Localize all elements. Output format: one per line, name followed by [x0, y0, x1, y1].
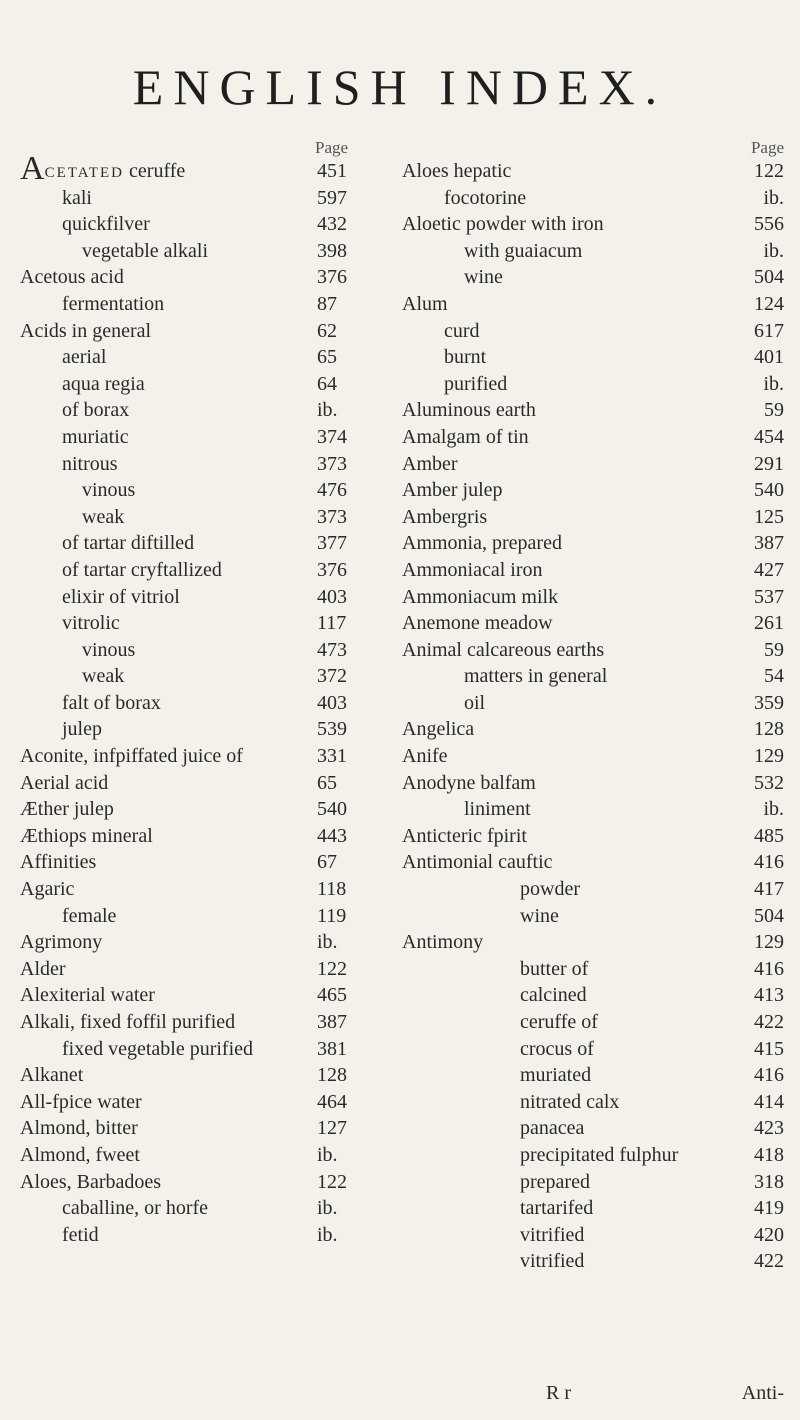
entry-page-number: 597 — [317, 186, 347, 209]
entry-page-number: 377 — [317, 532, 347, 555]
entry-term: aerial — [62, 346, 107, 369]
index-entry — [402, 185, 784, 212]
entry-page-number: 443 — [317, 824, 347, 847]
entry-term: precipitated fulphur — [520, 1143, 679, 1166]
index-entry — [402, 716, 784, 743]
entry-page-number: 464 — [317, 1090, 347, 1113]
entry-term: Antimonial cauftic — [402, 851, 553, 874]
index-entry — [20, 264, 400, 291]
entry-page-number: 65 — [317, 771, 337, 794]
entry-term: Anodyne balfam — [402, 771, 536, 794]
entry-term: Æthiops mineral — [20, 824, 153, 847]
index-entry — [402, 424, 784, 451]
entry-term: vitrolic — [62, 612, 120, 635]
index-entry — [402, 1089, 784, 1116]
index-entry — [402, 1169, 784, 1196]
index-entry — [402, 477, 784, 504]
entry-page-number: 318 — [754, 1170, 784, 1193]
index-entry — [20, 956, 400, 983]
entry-page-number: 432 — [317, 213, 347, 236]
entry-page-number: 127 — [317, 1117, 347, 1140]
index-entry — [402, 982, 784, 1009]
entry-term: muriatic — [62, 425, 129, 448]
entry-term: vinous — [82, 638, 136, 661]
entry-term: butter of — [520, 957, 589, 980]
entry-page-number: 485 — [754, 824, 784, 847]
entry-page-number: 64 — [317, 372, 337, 395]
entry-page-number: ib. — [763, 372, 784, 395]
entry-page-number: 387 — [754, 532, 784, 555]
entry-page-number: 59 — [764, 638, 784, 661]
entry-page-number: 532 — [754, 771, 784, 794]
entry-page-number: ib. — [763, 798, 784, 821]
entry-page-number: 539 — [317, 718, 347, 741]
entry-term: fixed vegetable purified — [62, 1037, 254, 1060]
entry-page-number: 415 — [754, 1037, 784, 1060]
index-entry — [20, 1062, 400, 1089]
entry-term: of tartar cryftallized — [62, 558, 222, 581]
page-column-header: Page — [315, 138, 349, 157]
index-entry — [20, 344, 400, 371]
entry-page-number: 374 — [317, 425, 347, 448]
entry-term: with guaiacum — [464, 239, 583, 262]
entry-term: panacea — [520, 1117, 585, 1140]
entry-page-number: 556 — [754, 213, 784, 236]
index-entry — [402, 903, 784, 930]
entry-page-number: 54 — [764, 665, 784, 688]
entry-list — [402, 158, 784, 1275]
entry-term: Angelica — [402, 718, 475, 741]
index-entry — [402, 1142, 784, 1169]
entry-term: of tartar diftilled — [62, 532, 195, 555]
entry-page-number: 617 — [754, 319, 784, 342]
entry-page-number: 381 — [317, 1037, 347, 1060]
entry-term: Aloes, Barbadoes — [20, 1170, 162, 1193]
entry-term: Aloes hepatic — [402, 160, 512, 182]
index-entry — [20, 903, 400, 930]
index-entry — [20, 770, 400, 797]
entry-term: matters in general — [464, 665, 608, 688]
entry-page-number: ib. — [317, 1197, 338, 1220]
entry-term: Amalgam of tin — [402, 425, 529, 448]
entry-term: prepared — [520, 1170, 590, 1193]
index-entry — [402, 849, 784, 876]
entry-page-number: 540 — [317, 798, 347, 821]
entry-page-number: 476 — [317, 479, 347, 502]
entry-page-number: 87 — [317, 292, 337, 315]
entry-page-number: 376 — [317, 266, 347, 289]
entry-page-number: 128 — [754, 718, 784, 741]
entry-term: ACETATED ceruffe — [20, 150, 186, 187]
entry-page-number: ib. — [763, 239, 784, 262]
entry-page-number: 125 — [754, 505, 784, 528]
entry-page-number: ib. — [317, 1223, 338, 1246]
index-entry — [402, 1115, 784, 1142]
entry-page-number: ib. — [317, 399, 338, 422]
signature-mark: R r — [546, 1382, 571, 1404]
index-entry — [20, 1222, 400, 1249]
index-entry — [402, 796, 784, 823]
index-entry — [20, 318, 400, 345]
entry-page-number: 413 — [754, 984, 784, 1007]
index-entry — [402, 610, 784, 637]
index-entry — [20, 504, 400, 531]
index-entry — [402, 451, 784, 478]
index-entry — [402, 158, 784, 185]
index-entry — [20, 823, 400, 850]
index-entry — [402, 397, 784, 424]
entry-page-number: 129 — [754, 931, 784, 954]
entry-page-number: ib. — [763, 186, 784, 209]
index-entry — [20, 185, 400, 212]
entry-term: Acids in general — [20, 319, 152, 342]
index-column-left — [20, 138, 400, 1248]
entry-page-number: 403 — [317, 691, 347, 714]
entry-term: Alkanet — [20, 1064, 84, 1087]
entry-page-number: 122 — [317, 957, 347, 980]
index-entry — [402, 690, 784, 717]
entry-page-number: 59 — [764, 399, 784, 422]
entry-term: powder — [520, 878, 580, 901]
entry-page-number: 129 — [754, 745, 784, 768]
index-entry — [20, 1089, 400, 1116]
index-entry — [20, 584, 400, 611]
entry-term: quickfilver — [62, 213, 150, 236]
entry-term: fermentation — [62, 292, 165, 315]
index-entry — [20, 1115, 400, 1142]
index-entry — [402, 557, 784, 584]
entry-term: fetid — [62, 1223, 99, 1246]
entry-term: burnt — [444, 346, 487, 369]
index-entry — [20, 451, 400, 478]
entry-term: vitrified — [520, 1223, 585, 1246]
entry-term: Alum — [402, 292, 448, 315]
entry-term: kali — [62, 186, 92, 209]
index-entry — [20, 663, 400, 690]
entry-term: Ammoniacum milk — [402, 585, 559, 608]
entry-term: Agaric — [20, 878, 75, 901]
entry-term: Amber — [402, 452, 458, 475]
index-entry — [402, 504, 784, 531]
entry-term: Almond, bitter — [20, 1117, 138, 1140]
index-entry — [402, 1062, 784, 1089]
entry-page-number: 427 — [754, 558, 784, 581]
index-entry — [402, 929, 784, 956]
index-entry — [402, 823, 784, 850]
entry-term: muriated — [520, 1064, 592, 1087]
index-entry — [20, 238, 400, 265]
entry-term: weak — [82, 505, 125, 528]
entry-page-number: 419 — [754, 1197, 784, 1220]
entry-page-number: 465 — [317, 984, 347, 1007]
entry-term: wine — [520, 904, 559, 927]
entry-page-number: 416 — [754, 957, 784, 980]
entry-page-number: ib. — [317, 1143, 338, 1166]
entry-term: female — [62, 904, 117, 927]
index-entry — [20, 371, 400, 398]
entry-page-number: 422 — [754, 1011, 784, 1033]
entry-term: Ammonia, prepared — [402, 532, 562, 555]
index-entry — [402, 663, 784, 690]
index-entry — [20, 610, 400, 637]
entry-page-number: 65 — [317, 346, 337, 369]
entry-term: Anife — [402, 745, 448, 768]
entry-page-number: 422 — [754, 1250, 784, 1273]
index-entry — [20, 424, 400, 451]
index-entry — [402, 956, 784, 983]
index-entry — [402, 876, 784, 903]
index-entry — [402, 743, 784, 770]
entry-page-number: 504 — [754, 904, 784, 927]
index-entry — [402, 637, 784, 664]
entry-page-number: 62 — [317, 319, 337, 342]
entry-term: vinous — [82, 479, 136, 502]
entry-page-number: 403 — [317, 585, 347, 608]
entry-term: weak — [82, 665, 125, 688]
entry-page-number: 540 — [754, 479, 784, 502]
entry-page-number: 331 — [317, 745, 347, 768]
index-entry — [20, 929, 400, 956]
entry-term: All-fpice water — [20, 1090, 142, 1113]
index-entry — [20, 1036, 400, 1063]
entry-page-number: 261 — [754, 612, 784, 635]
entry-term: Almond, fweet — [20, 1143, 140, 1166]
entry-term: nitrated calx — [520, 1090, 620, 1113]
entry-term: falt of borax — [62, 691, 161, 714]
entry-term: Agrimony — [20, 931, 103, 954]
entry-page-number: 398 — [317, 239, 347, 262]
entry-term: Anticteric fpirit — [402, 824, 527, 847]
entry-page-number: 119 — [317, 904, 347, 927]
entry-page-number: 387 — [317, 1011, 347, 1033]
index-entry — [20, 291, 400, 318]
entry-term: Æther julep — [20, 798, 114, 821]
index-entry — [402, 291, 784, 318]
entry-term: Aconite, infpiffated juice of — [20, 745, 243, 768]
entry-page-number: 537 — [754, 585, 784, 608]
entry-term: Aloetic powder with iron — [402, 213, 604, 236]
entry-page-number: 420 — [754, 1223, 784, 1246]
entry-page-number: 373 — [317, 505, 347, 528]
entry-page-number: ib. — [317, 931, 338, 954]
entry-page-number: 359 — [754, 691, 784, 714]
entry-term: Ammoniacal iron — [402, 558, 543, 581]
index-entry — [20, 211, 400, 238]
entry-term: nitrous — [62, 452, 118, 475]
index-entry — [402, 371, 784, 398]
entry-term: Affinities — [20, 851, 97, 874]
entry-term: Ambergris — [402, 505, 488, 528]
index-entry — [20, 150, 400, 187]
entry-term: liniment — [464, 798, 531, 821]
entry-page-number: 118 — [317, 878, 347, 901]
index-entry — [402, 530, 784, 557]
index-entry — [402, 318, 784, 345]
entry-term: Alder — [20, 957, 66, 980]
index-entry — [20, 637, 400, 664]
entry-term: focotorine — [444, 186, 527, 209]
index-entry — [402, 1248, 784, 1275]
entry-term: vegetable alkali — [82, 239, 209, 262]
entry-page-number: 122 — [754, 160, 784, 182]
index-entry — [20, 557, 400, 584]
entry-term: calcined — [520, 984, 587, 1007]
index-entry — [20, 1009, 400, 1036]
index-entry — [402, 238, 784, 265]
index-entry — [20, 716, 400, 743]
entry-term: Alkali, fixed foffil purified — [20, 1011, 236, 1033]
index-entry — [20, 690, 400, 717]
entry-term: crocus of — [520, 1037, 594, 1060]
index-entry — [402, 584, 784, 611]
entry-term: wine — [464, 266, 503, 289]
index-entry — [402, 1036, 784, 1063]
entry-term: Alexiterial water — [20, 984, 155, 1007]
entry-term: Aluminous earth — [402, 399, 536, 422]
entry-page-number: 454 — [754, 425, 784, 448]
index-entry — [402, 770, 784, 797]
index-column-right — [402, 138, 784, 1275]
entry-page-number: 122 — [317, 1170, 347, 1193]
entry-page-number: 417 — [754, 878, 784, 901]
entry-page-number: 117 — [317, 612, 347, 635]
entry-term: Acetous acid — [20, 266, 124, 289]
entry-term: oil — [464, 691, 486, 714]
entry-page-number: 473 — [317, 638, 347, 661]
index-entry — [20, 796, 400, 823]
index-entry — [20, 1169, 400, 1196]
index-entry — [402, 1195, 784, 1222]
entry-page-number: 416 — [754, 1064, 784, 1087]
entry-term: julep — [62, 718, 102, 741]
entry-page-number: 291 — [754, 452, 784, 475]
index-entry — [402, 344, 784, 371]
entry-page-number: 401 — [754, 346, 784, 369]
entry-page-number: 373 — [317, 452, 347, 475]
entry-page-number: 124 — [754, 292, 784, 315]
entry-term: caballine, or horfe — [62, 1197, 209, 1220]
index-entry — [20, 397, 400, 424]
entry-term: ceruffe of — [520, 1011, 598, 1033]
index-entry — [20, 530, 400, 557]
entry-page-number: 414 — [754, 1090, 784, 1113]
entry-page-number: 451 — [317, 160, 347, 182]
entry-term: Animal calcareous earths — [402, 638, 605, 661]
entry-page-number: 128 — [317, 1064, 347, 1087]
index-entry — [20, 477, 400, 504]
index-entry — [20, 1195, 400, 1222]
entry-page-number: 418 — [754, 1143, 784, 1166]
index-entry — [402, 211, 784, 238]
index-entry — [20, 982, 400, 1009]
index-entry — [20, 876, 400, 903]
entry-term: vitrified — [520, 1250, 585, 1273]
entry-term: Anemone meadow — [402, 612, 553, 635]
entry-term: Antimony — [402, 931, 484, 954]
catchword: Anti- — [741, 1382, 784, 1404]
index-entry — [402, 264, 784, 291]
page-column-header: Page — [750, 138, 784, 157]
entry-term: purified — [444, 372, 508, 395]
page-title: ENGLISH INDEX. — [132, 59, 668, 115]
entry-term: elixir of vitriol — [62, 585, 180, 608]
entry-term: Amber julep — [402, 479, 503, 502]
entry-page-number: 423 — [754, 1117, 784, 1140]
entry-list — [20, 150, 400, 1248]
entry-page-number: 376 — [317, 558, 347, 581]
index-entry — [402, 1222, 784, 1249]
index-entry — [20, 1142, 400, 1169]
entry-page-number: 504 — [754, 266, 784, 289]
index-entry — [20, 743, 400, 770]
entry-term: tartarifed — [520, 1197, 594, 1220]
index-entry — [402, 1009, 784, 1036]
entry-term: curd — [444, 319, 480, 342]
entry-page-number: 372 — [317, 665, 347, 688]
entry-term: Aerial acid — [20, 771, 109, 794]
entry-term: aqua regia — [62, 372, 145, 395]
entry-term: of borax — [62, 399, 130, 422]
index-entry — [20, 849, 400, 876]
entry-page-number: 67 — [317, 851, 337, 874]
entry-page-number: 416 — [754, 851, 784, 874]
